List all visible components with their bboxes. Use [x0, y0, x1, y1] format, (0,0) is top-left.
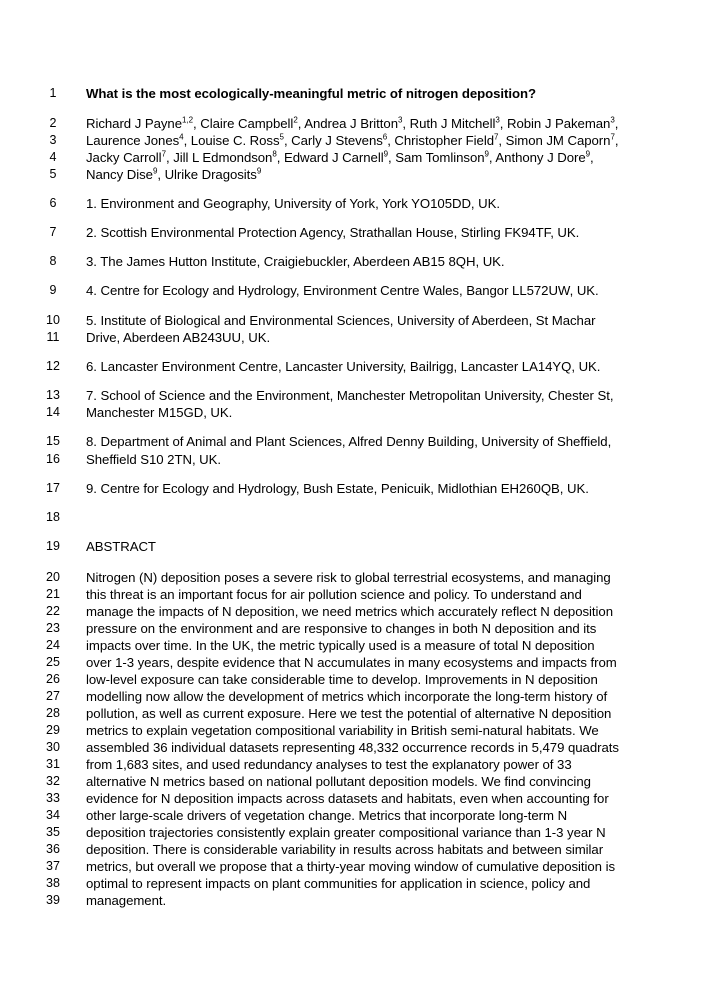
author-sep: , — [388, 150, 396, 165]
line-12 — [0, 358, 707, 375]
author: Edward J Carnell — [283, 150, 384, 165]
author-affiliation-sup: 2 — [293, 115, 298, 125]
author-affiliation-sup: 9 — [256, 166, 262, 176]
line-27 — [0, 688, 707, 705]
line-28 — [0, 705, 707, 722]
abstract-line: optimal to represent impacts on plant communities for application in science, policy and — [86, 876, 591, 891]
line-number: 12 — [46, 359, 60, 373]
author: Simon JM Caporn — [505, 133, 611, 148]
author: Anthony J Dore — [495, 150, 586, 165]
line-number: 29 — [46, 723, 60, 737]
author-affiliation-sup: 7 — [610, 132, 615, 142]
line-number: 33 — [46, 791, 60, 805]
affiliation-8-line-2: Sheffield S10 2TN, UK. — [86, 452, 221, 467]
author-affiliation-sup: 9 — [585, 149, 591, 159]
affiliation-4: 4. Centre for Ecology and Hydrology, Environment Centre Wales, Bangor LL572UW, UK. — [86, 283, 599, 298]
author: Ruth J Mitchell — [409, 116, 496, 131]
affiliation-5-line-1: 5. Institute of Biological and Environmental Sciences, University of Aberdeen, St Machar — [86, 313, 596, 328]
abstract-line: management. — [86, 893, 167, 908]
line-number: 26 — [46, 672, 60, 686]
line-23 — [0, 620, 707, 637]
author-line-2 — [86, 132, 686, 149]
author-affiliation-sup: 6 — [382, 132, 388, 142]
line-13 — [0, 387, 707, 404]
abstract-line: manage the impacts of N deposition, we need metrics which accurately reflect N deposition — [86, 604, 613, 619]
author-line-1 — [86, 115, 686, 132]
abstract-line: other large-scale drivers of vegetation change. Metrics that incorporate long-term N — [86, 808, 568, 823]
author-sep: , — [387, 133, 395, 148]
author-line-3 — [86, 149, 686, 166]
line-30 — [0, 739, 707, 756]
line-number: 17 — [46, 481, 60, 495]
line-number: 22 — [46, 604, 60, 618]
line-2 — [0, 115, 707, 132]
line-8 — [0, 253, 707, 270]
line-22 — [0, 603, 707, 620]
line-36 — [0, 841, 707, 858]
line-39 — [0, 892, 707, 909]
abstract-line: deposition. There is considerable variability in results across habitats and between similar — [86, 842, 604, 857]
line-1 — [0, 85, 707, 102]
author-sep: , — [614, 133, 619, 148]
abstract-line: deposition trajectories consistently explain greater compositional variance than 1-3 year N — [86, 825, 606, 840]
affiliation-5-line-2: Drive, Aberdeen AB243UU, UK. — [86, 330, 271, 345]
affiliation-8-line-1: 8. Department of Animal and Plant Sciences, Alfred Denny Building, University of Sheffield, — [86, 434, 612, 449]
line-21 — [0, 586, 707, 603]
line-number: 21 — [46, 587, 60, 601]
author: Louise C. Ross — [190, 133, 280, 148]
line-number: 31 — [46, 757, 60, 771]
line-number: 37 — [46, 859, 60, 873]
abstract-line: metrics to explain vegetation compositional variability in British semi-natural habitats. We — [86, 723, 599, 738]
author-sep: , — [297, 116, 305, 131]
line-32 — [0, 773, 707, 790]
line-number: 13 — [46, 388, 60, 402]
author-sep: , — [499, 116, 507, 131]
line-9 — [0, 282, 707, 299]
author-sep: , — [276, 150, 284, 165]
line-3 — [0, 132, 707, 149]
affiliation-7-line-2: Manchester M15GD, UK. — [86, 405, 233, 420]
line-5 — [0, 166, 707, 183]
affiliation-9: 9. Centre for Ecology and Hydrology, Bush Estate, Penicuik, Midlothian EH260QB, UK. — [86, 481, 589, 496]
line-34 — [0, 807, 707, 824]
line-number: 1 — [49, 86, 57, 100]
line-6 — [0, 195, 707, 212]
author-sep: , — [402, 116, 410, 131]
author-line-4 — [86, 166, 686, 183]
line-number: 15 — [46, 434, 60, 448]
abstract-line: impacts over time. In the UK, the metric typically used is a measure of total N deposition — [86, 638, 595, 653]
line-number: 25 — [46, 655, 60, 669]
author-affiliation-sup: 4 — [179, 132, 184, 142]
author-sep: , — [283, 133, 292, 148]
author: Jacky Carroll — [86, 150, 162, 165]
author-affiliation-sup: 9 — [383, 149, 389, 159]
author-sep: , — [165, 150, 174, 165]
line-number: 34 — [46, 808, 60, 822]
abstract-line: pressure on the environment and are responsive to changes in both N deposition and its — [86, 621, 597, 636]
line-number: 4 — [49, 150, 57, 164]
author-affiliation-sup: 1,2 — [182, 115, 193, 125]
line-number: 36 — [46, 842, 60, 856]
line-20 — [0, 569, 707, 586]
author-sep: , — [157, 167, 165, 182]
line-number: 5 — [49, 167, 57, 181]
line-10 — [0, 312, 707, 329]
author-affiliation-sup: 3 — [610, 115, 615, 125]
author: Claire Campbell — [200, 116, 294, 131]
line-25 — [0, 654, 707, 671]
line-number: 6 — [49, 196, 57, 210]
line-number: 24 — [46, 638, 60, 652]
line-number: 18 — [46, 510, 60, 524]
author: Jill L Edmondson — [173, 150, 273, 165]
abstract-line: low-level exposure can take considerable time to develop. Improvements in N deposition — [86, 672, 598, 687]
line-number: 9 — [49, 283, 57, 297]
line-number: 27 — [46, 689, 60, 703]
line-number: 11 — [46, 330, 60, 344]
line-number: 35 — [46, 825, 60, 839]
affiliation-3: 3. The James Hutton Institute, Craigiebuckler, Aberdeen AB15 8QH, UK. — [86, 254, 505, 269]
affiliation-1: 1. Environment and Geography, University of York, York YO105DD, UK. — [86, 196, 500, 211]
author: Ulrike Dragosits — [164, 167, 257, 182]
paper-title: What is the most ecologically-meaningful metric of nitrogen deposition? — [86, 86, 536, 101]
line-29 — [0, 722, 707, 739]
line-24 — [0, 637, 707, 654]
abstract-line: assembled 36 individual datasets representing 48,332 occurrence records in 5,479 quadrats — [86, 740, 619, 755]
line-7 — [0, 224, 707, 241]
author: Nancy Dise — [86, 167, 153, 182]
abstract-line: Nitrogen (N) deposition poses a severe risk to global terrestrial ecosystems, and managing — [86, 570, 611, 585]
line-18 — [0, 509, 707, 526]
author: Carly J Stevens — [291, 133, 383, 148]
abstract-line: from 1,683 sites, and used redundancy analyses to test the explanatory power of 33 — [86, 757, 572, 772]
line-number: 38 — [46, 876, 60, 890]
line-17 — [0, 480, 707, 497]
line-number: 8 — [49, 254, 57, 268]
line-number: 7 — [49, 225, 57, 239]
abstract-line: metrics, but overall we propose that a thirty-year moving window of cumulative deposition is — [86, 859, 616, 874]
author-sep: , — [488, 150, 496, 165]
line-number: 32 — [46, 774, 60, 788]
line-11 — [0, 329, 707, 346]
abstract-heading: ABSTRACT — [86, 539, 156, 554]
author-affiliation-sup: 8 — [272, 149, 277, 159]
line-number: 16 — [46, 452, 60, 466]
line-15 — [0, 433, 707, 450]
abstract-line: this threat is an important focus for air pollution science and policy. To understand and — [86, 587, 582, 602]
author: Richard J Payne — [86, 116, 183, 131]
author: Laurence Jones — [86, 133, 180, 148]
line-number: 10 — [46, 313, 60, 327]
abstract-line: evidence for N deposition impacts across datasets and habitats, even when accounting for — [86, 791, 609, 806]
affiliation-6: 6. Lancaster Environment Centre, Lancaster University, Bailrigg, Lancaster LA14YQ, UK. — [86, 359, 601, 374]
author-sep: , — [590, 150, 594, 165]
author-affiliation-sup: 9 — [484, 149, 489, 159]
line-number: 2 — [49, 116, 57, 130]
line-35 — [0, 824, 707, 841]
author-affiliation-sup: 3 — [397, 115, 403, 125]
abstract-line: pollution, as well as current exposure. Here we test the potential of alternative N deposition — [86, 706, 612, 721]
line-number: 28 — [46, 706, 60, 720]
author-sep: , — [183, 133, 191, 148]
line-number: 19 — [46, 539, 60, 553]
line-37 — [0, 858, 707, 875]
author: Christopher Field — [394, 133, 494, 148]
line-number: 39 — [46, 893, 60, 907]
line-number: 30 — [46, 740, 60, 754]
line-19 — [0, 538, 707, 555]
author: Sam Tomlinson — [395, 150, 485, 165]
line-4 — [0, 149, 707, 166]
abstract-line: alternative N metrics based on national pollutant deposition models. We find convincing — [86, 774, 591, 789]
abstract-line: over 1-3 years, despite evidence that N accumulates in many ecosystems and impacts from — [86, 655, 617, 670]
author-sep: , — [498, 133, 506, 148]
author-sep: , — [614, 116, 619, 131]
line-14 — [0, 404, 707, 421]
line-31 — [0, 756, 707, 773]
author-sep: , — [193, 116, 201, 131]
line-number: 14 — [46, 405, 60, 419]
affiliation-7-line-1: 7. School of Science and the Environment, Manchester Metropolitan University, Chester St, — [86, 388, 614, 403]
author: Robin J Pakeman — [507, 116, 611, 131]
author: Andrea J Britton — [304, 116, 398, 131]
line-number: 23 — [46, 621, 60, 635]
author-affiliation-sup: 5 — [279, 132, 284, 142]
author-affiliation-sup: 7 — [161, 149, 166, 159]
author-affiliation-sup: 9 — [152, 166, 158, 176]
line-33 — [0, 790, 707, 807]
line-16 — [0, 451, 707, 468]
line-number: 3 — [49, 133, 57, 147]
line-26 — [0, 671, 707, 688]
line-38 — [0, 875, 707, 892]
author-affiliation-sup: 3 — [495, 115, 500, 125]
author-affiliation-sup: 7 — [494, 132, 499, 142]
line-number: 20 — [46, 570, 60, 584]
abstract-line: modelling now allow the development of metrics which incorporate the long-term history of — [86, 689, 608, 704]
affiliation-2: 2. Scottish Environmental Protection Agency, Strathallan House, Stirling FK94TF, UK. — [86, 225, 580, 240]
